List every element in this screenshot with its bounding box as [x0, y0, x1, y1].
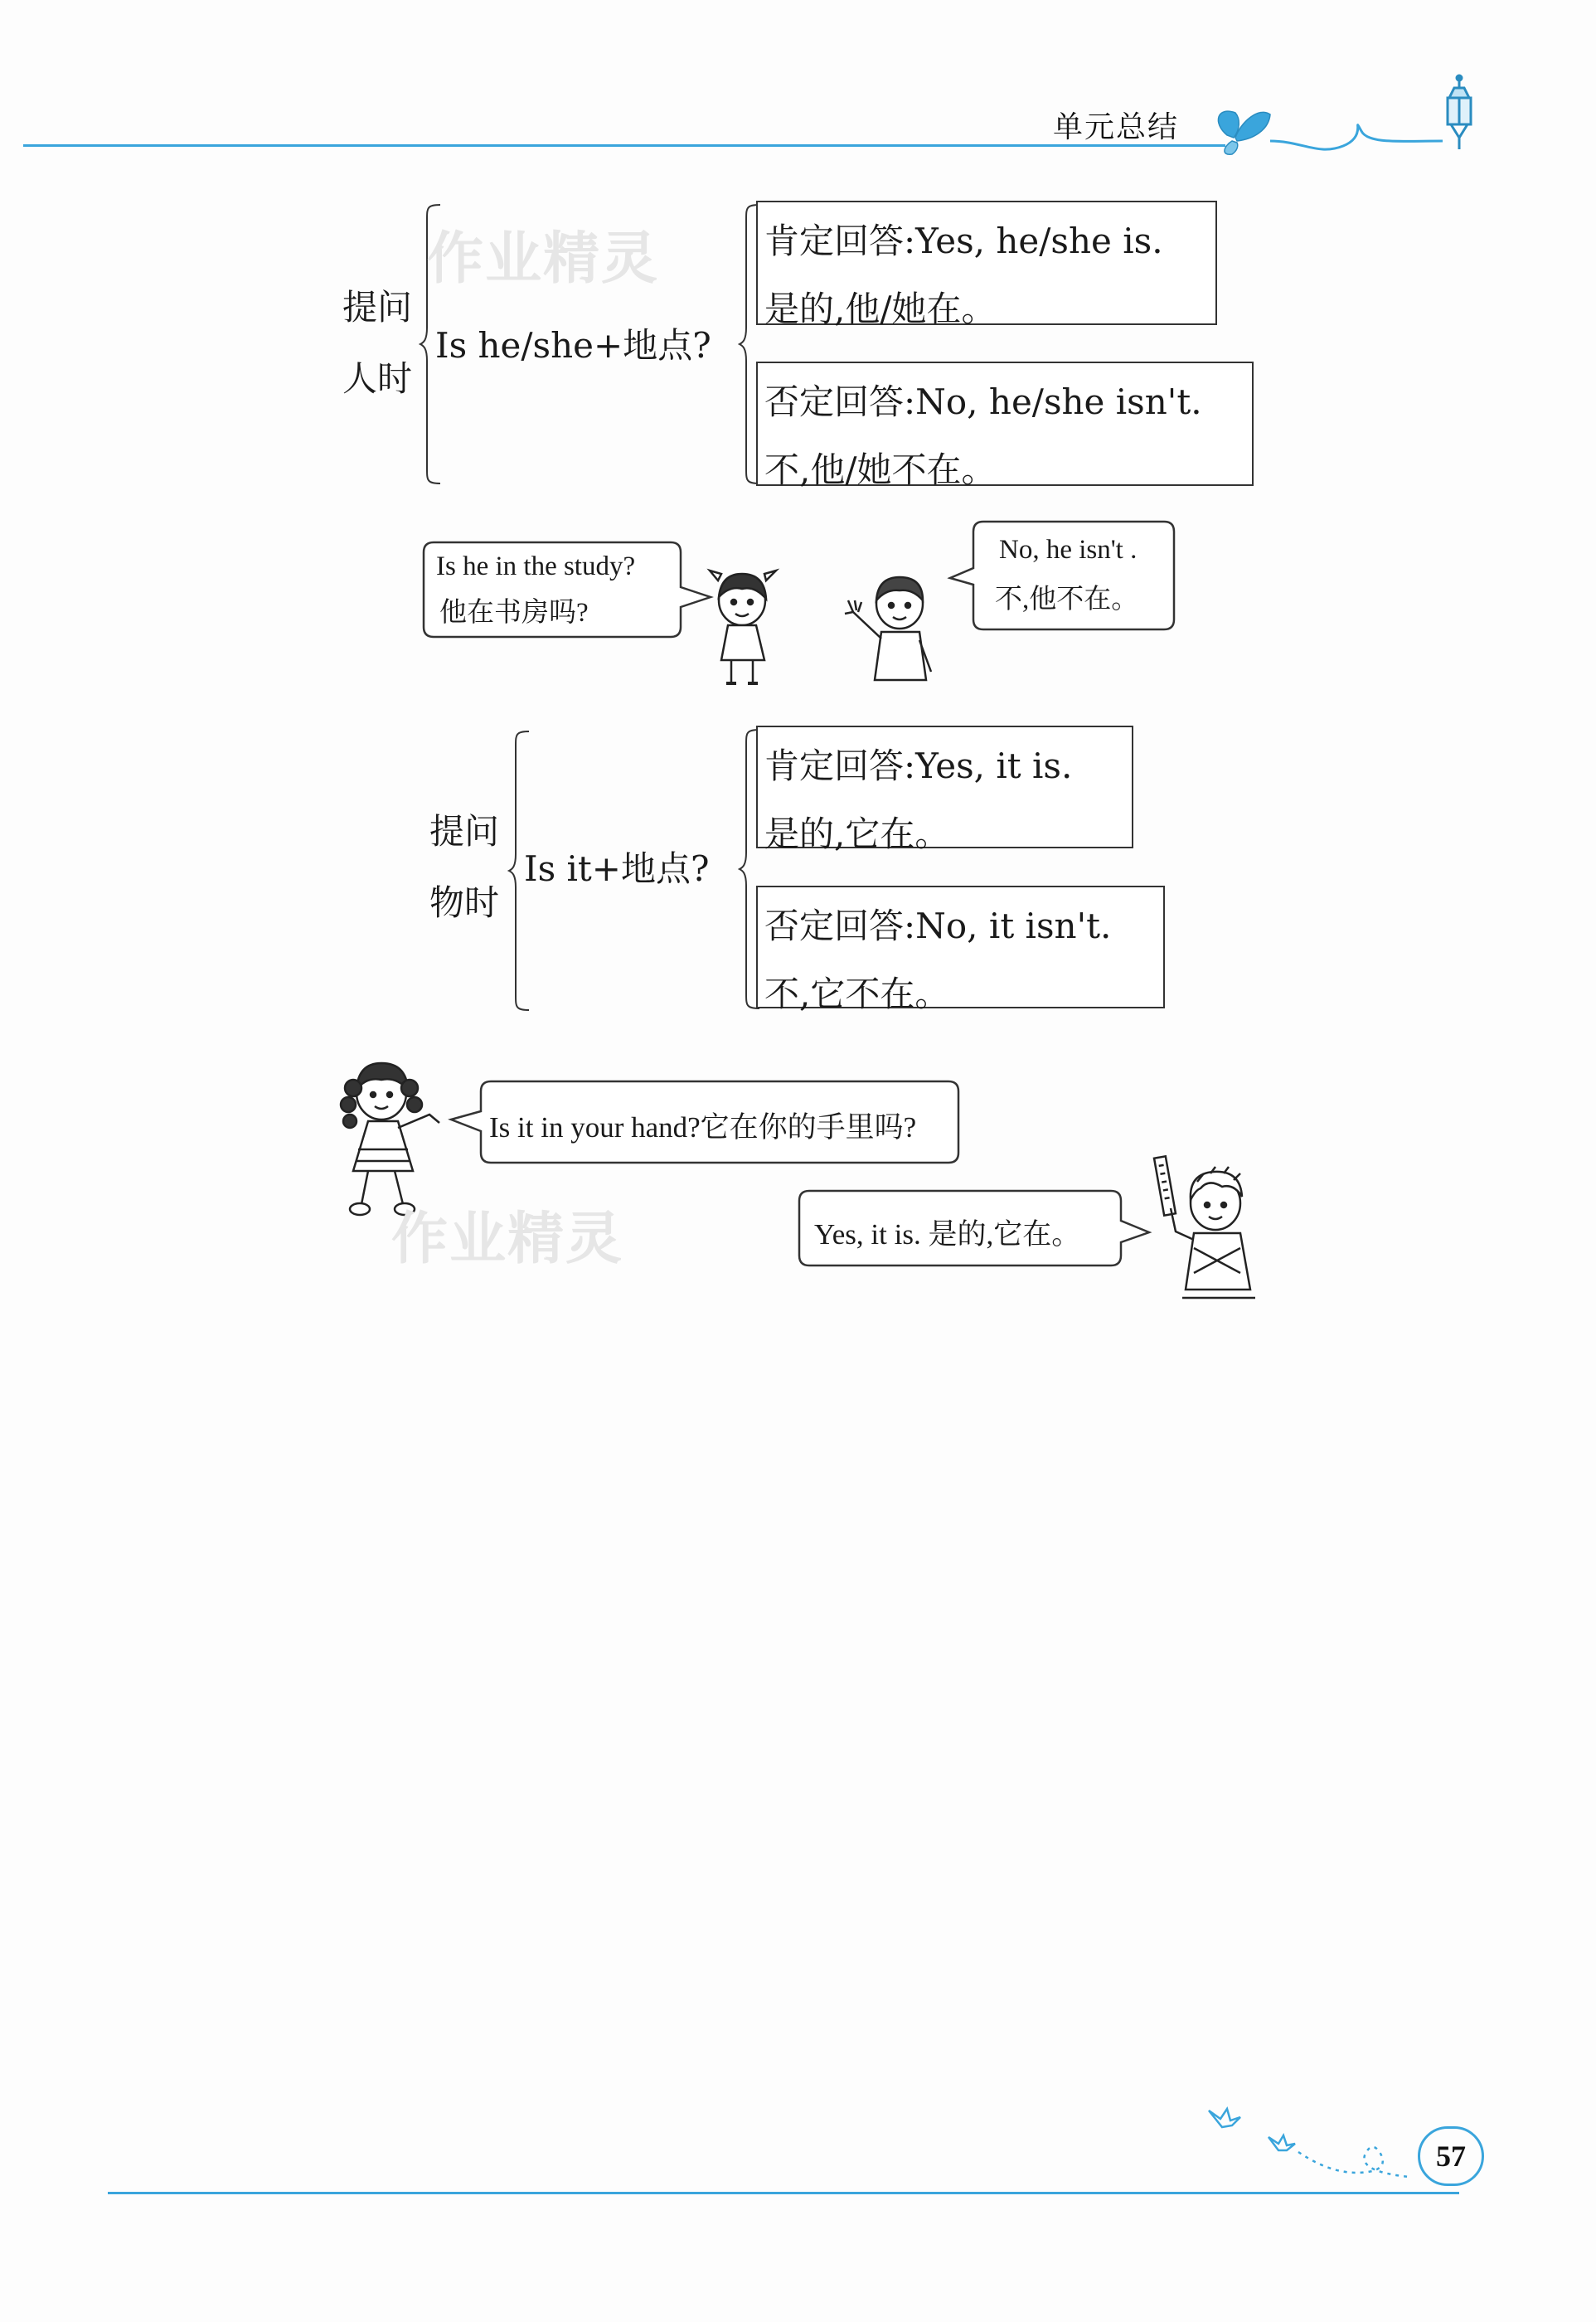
- dialog-question-en: Is he in the study?: [436, 551, 636, 581]
- butterfly-lamp-decoration: [1210, 73, 1492, 164]
- boy-ruler-illustration-icon: [1142, 1149, 1275, 1306]
- negative-answer-person: 否定回答:No, he/she isn't.: [764, 381, 1202, 422]
- boy-illustration-icon: [833, 564, 958, 688]
- dialog-answer-en: No, he isn't .: [999, 535, 1138, 565]
- dialog-answer-cn: 不,他不在。: [995, 585, 1139, 615]
- dialog-question-cn: 他在书房吗?: [439, 598, 589, 628]
- watermark: 作业精灵: [427, 226, 660, 292]
- positive-answer-thing-cn: 是的,它在。: [764, 814, 950, 854]
- positive-answer-thing: 肯定回答:Yes, it is.: [764, 746, 1073, 786]
- header-rule: [23, 144, 1225, 147]
- question-person: Is he/she+地点?: [435, 325, 711, 366]
- watermark-2: 作业精灵: [391, 1207, 624, 1272]
- label-thing-line1: 提问: [429, 811, 500, 852]
- positive-answer-box-thing: [756, 726, 1133, 854]
- negative-answer-person-cn: 不,他/她不在。: [764, 449, 997, 490]
- label-person-line2: 人时: [342, 358, 413, 399]
- label-person-line1: 提问: [342, 287, 413, 328]
- negative-answer-thing-cn: 不,它不在。: [764, 974, 950, 1014]
- label-thing-line2: 物时: [429, 882, 500, 923]
- positive-answer-person: 肯定回答:Yes, he/she is.: [764, 221, 1163, 261]
- dialog2-answer: Yes, it is. 是的,它在。: [814, 1218, 1081, 1251]
- page-number: 57: [1418, 2126, 1484, 2186]
- girl-illustration-icon: [696, 564, 788, 688]
- question-thing: Is it+地点?: [524, 848, 710, 889]
- lamp-icon: [1448, 75, 1471, 149]
- butterfly-icon: [1218, 111, 1270, 154]
- dialog2-question: Is it in your hand?它在你的手里吗?: [489, 1111, 917, 1144]
- negative-answer-box-person: [756, 362, 1254, 490]
- positive-answer-person-cn: 是的,他/她在。: [764, 289, 997, 329]
- footer-rule: [108, 2192, 1459, 2194]
- positive-answer-box-person: [756, 201, 1217, 329]
- header-title: 单元总结: [1053, 110, 1180, 144]
- birds-decoration-icon: [1202, 2086, 1418, 2185]
- negative-answer-thing: 否定回答:No, it isn't.: [764, 906, 1112, 946]
- negative-answer-box-thing: [756, 886, 1165, 1014]
